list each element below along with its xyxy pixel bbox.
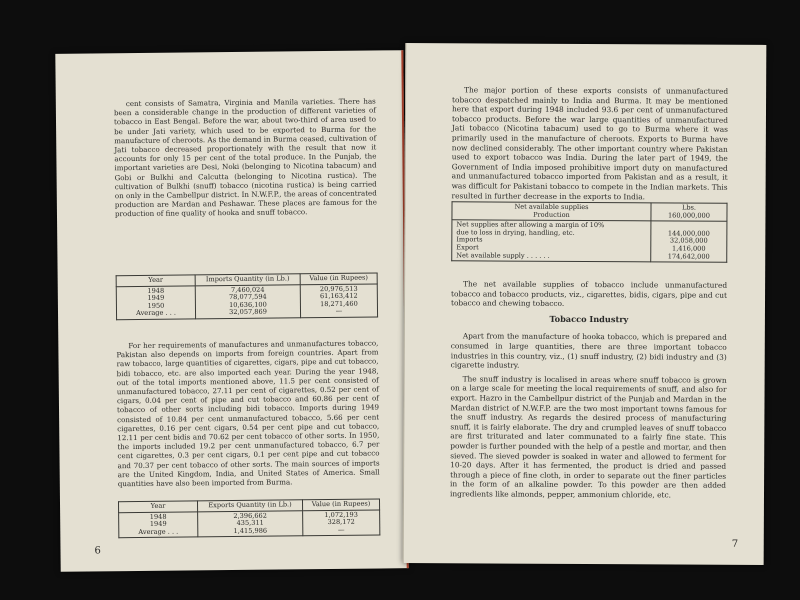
right-para-2-text: The net available supplies of tobacco include unmanufactured tobacco and tobacco products, viz., cigarettes, bidis, cigars, pipe and cut tobacco and chewing tobacco. bbox=[450, 279, 728, 309]
section-heading: Tobacco Industry bbox=[549, 313, 629, 325]
exports-year-1949: 1949 bbox=[149, 519, 167, 529]
supply-label-margin: Net supplies after allowing a margin of 10% bbox=[456, 220, 605, 230]
imports-year-average: Average . . . bbox=[136, 308, 177, 318]
imports-val-average: — bbox=[335, 307, 343, 316]
imports-year-1949: 1949 bbox=[147, 293, 165, 303]
left-para-2-text: For her requirements of manufactures and unmanufactures tobacco, Pakistan also depends on imports from foreign countries. Apart from raw tobacco, large quantities of cigarettes, cigars, pipe and cut tobacco, bidi tobacco, etc. are also imported each year. During the year 1948, out of the total imports mentioned above, 11.5 per cent consisted of unmanufactured tobacco, 27.11 per cent of cigarettes, 0.52 per cent of cigars, 0.04 per cent of pipe and cut tobacco and 60.86 per cent of tobacco of other sorts including bidi tobacco. Imports during 1949 consisted of 10.84 per cent unmanufactured tobacco, 5.66 per cent cigarettes, 0.16 per cent cigars, 0.54 per cent pipe and cut tobacco, 12.11 per cent bidis and 70.62 per cent tobacco of other sorts. In 1950, the imports included 19.2 per cent unmanufactured tobacco, 6.7 per cent cigarettes, 0.3 per cent cigars, 0.1 per cent pipe and cut tobacco and 70.37 per cent tobacco of other sorts. The main sources of imports are the United Kingdom, India, and United States of America. Small quantities have also been imported from Burma. bbox=[116, 338, 380, 489]
supply-header-right bbox=[651, 203, 727, 222]
right-paragraph-2 bbox=[450, 279, 727, 504]
right-para-3-text: Apart from the manufacture of hooka tobacco, which is prepared and consumed in large quantities, there are three important tobacco industries in this country, viz., (1) snuff industry, (2) bidi industry and (3) cigarette industry. bbox=[450, 331, 727, 370]
exports-values bbox=[303, 510, 380, 537]
imports-values bbox=[300, 284, 377, 318]
right-para-1-text: The major portion of these exports consists of unmanufactured tobacco despatched mainly to India and Burma. It may be mentioned here that export during 1948 included 93.6 per cent of unmanufactured tobacco products. Before the war large quantities of unmanufactured Jati tobacco (Nicotina tabacum) used to go to Burma where it was primarily used in the manufacture of cheroots. Exports to Burma have now declined considerably. The other important country where Pakistan used to export tobacco was India. During the later part of 1949, the Government of India imposed prohibitive import duty on manufactured and unmanufactured tobacco imported from Pakistan and as a result, it was difficult for Pakistani tobacco to compete in the Indian markets. This resulted in further decrease in the exports to India. bbox=[451, 85, 729, 201]
exports-header-quantity: Exports Quantity (in Lb.) bbox=[197, 500, 302, 512]
imports-qty-1948: 7,460,024 bbox=[230, 285, 265, 294]
supply-label-export: Export bbox=[456, 243, 479, 252]
supply-label-net: Net available supply . . . . . . bbox=[456, 250, 550, 260]
supply-row-values bbox=[651, 221, 727, 262]
supply-value-net: 174,642,000 bbox=[667, 251, 710, 261]
supply-header-production-value: 160,000,000 bbox=[667, 211, 710, 220]
right-page-number: 7 bbox=[731, 538, 739, 550]
supply-value-net-supplies: 144,000,000 bbox=[667, 229, 710, 238]
supply-label-loss: due to loss in drying, handling, etc. bbox=[456, 228, 575, 237]
left-paragraph-1 bbox=[114, 96, 377, 222]
supply-label-imports: Imports bbox=[456, 235, 483, 244]
imports-val-1948: 20,976,513 bbox=[319, 284, 358, 293]
exports-header-year: Year bbox=[118, 501, 197, 512]
exports-val-1948: 1,072,193 bbox=[324, 510, 358, 519]
left-page-number: 6 bbox=[94, 545, 101, 557]
left-page bbox=[55, 50, 408, 572]
exports-year-average: Average . . . bbox=[138, 527, 179, 536]
exports-qty-1949: 435,311 bbox=[236, 518, 264, 528]
imports-quantities bbox=[195, 284, 300, 318]
exports-quantities bbox=[198, 510, 303, 537]
left-para-1-text: cent consists of Samatra, Virginia and Manila varieties. There has been a considerable change in the production of different varieties of tobacco in East Bengal. Before the war, about two-third of area used to be under Jati variety, which used to be exported to Burma for the manufacture of cheroots. As the demand in Burma ceased, cultivation of Jati tobacco decreased proportionately with the result that now it accounts for only 15 per cent of the total produce. In the Punjab, the important varieties are Desi, Noki (belonging to Nicotina tabacum) and Gobi or Bulkhi and Calcutta (belonging to Nicotina rustica). The cultivation of Bulkhi (snuff) tobacco (nicotina rustica) is being carried on only in the Cambellpur district. In N.W.F.P., the areas of concentrated production are Mardan and Peshawar. These places are famous for the production of fine quality of hooka and snuff tobacco. bbox=[113, 96, 377, 219]
exports-val-average: — bbox=[337, 525, 345, 534]
right-page bbox=[403, 43, 767, 565]
supply-value-export: 1,416,000 bbox=[671, 244, 706, 253]
left-paragraph-2 bbox=[116, 338, 380, 492]
exports-year-1948: 1948 bbox=[149, 512, 167, 521]
supply-header-left bbox=[452, 202, 651, 221]
exports-val-1949: 328,172 bbox=[327, 517, 355, 527]
right-para-4-text: The snuff industry is localised in areas where snuff tobacco is grown on a large scale for meeting the local requirements of snuff, and also for export. Hazro in the Cambellpur district of the Punjab and Mardan in the Mardan district of N.W.F.P. are the two most important towns famous for the snuff industry. As regards the desired process of manufacturing snuff, it is fairly elaborate. The dry and crumpled leaves of snuff tobacco are first triturated and later communated to a fairly fine state. This powder is further pounded with the help of a pestle and mortar, and then sieved. The sieved powder is soaked in water and allowed to ferment for 10-20 days. After it has fermented, the product is dried and passed through a piece of fine cloth, in order to separate out the finer particles in the form of an alkaline powder. To this powder are then added ingredients like almonds, pepper, ammonium chloride, etc. bbox=[449, 374, 727, 500]
exports-years bbox=[119, 511, 198, 538]
exports-qty-average: 1,415,986 bbox=[233, 526, 268, 535]
imports-header-year: Year bbox=[116, 275, 195, 286]
imports-year-1950: 1950 bbox=[147, 301, 165, 310]
supply-row-labels bbox=[452, 220, 651, 262]
right-paragraph-1 bbox=[452, 85, 729, 206]
supply-header-production: Production bbox=[533, 210, 570, 219]
imports-header-quantity: Imports Quantity (in Lb.) bbox=[195, 274, 300, 286]
imports-val-1949: 61,163,412 bbox=[319, 291, 358, 301]
imports-qty-average: 32,057,869 bbox=[229, 308, 267, 317]
imports-header-value: Value (in Rupees) bbox=[300, 273, 377, 284]
supply-value-imports: 32,058,000 bbox=[669, 236, 708, 246]
supply-table bbox=[451, 201, 727, 263]
supply-header-unit: Lbs. bbox=[681, 203, 697, 212]
imports-qty-1949: 78,077,594 bbox=[228, 292, 267, 302]
supply-header-title: Net available supplies bbox=[514, 202, 589, 212]
imports-qty-1950: 10,636,100 bbox=[229, 300, 267, 309]
exports-table bbox=[118, 498, 380, 538]
exports-qty-1948: 2,396,662 bbox=[233, 511, 267, 520]
imports-years bbox=[116, 285, 195, 319]
imports-val-1950: 18,271,460 bbox=[319, 299, 358, 308]
imports-table bbox=[116, 272, 378, 320]
exports-header-value: Value (in Rupees) bbox=[302, 499, 379, 510]
imports-year-1948: 1948 bbox=[147, 286, 165, 295]
